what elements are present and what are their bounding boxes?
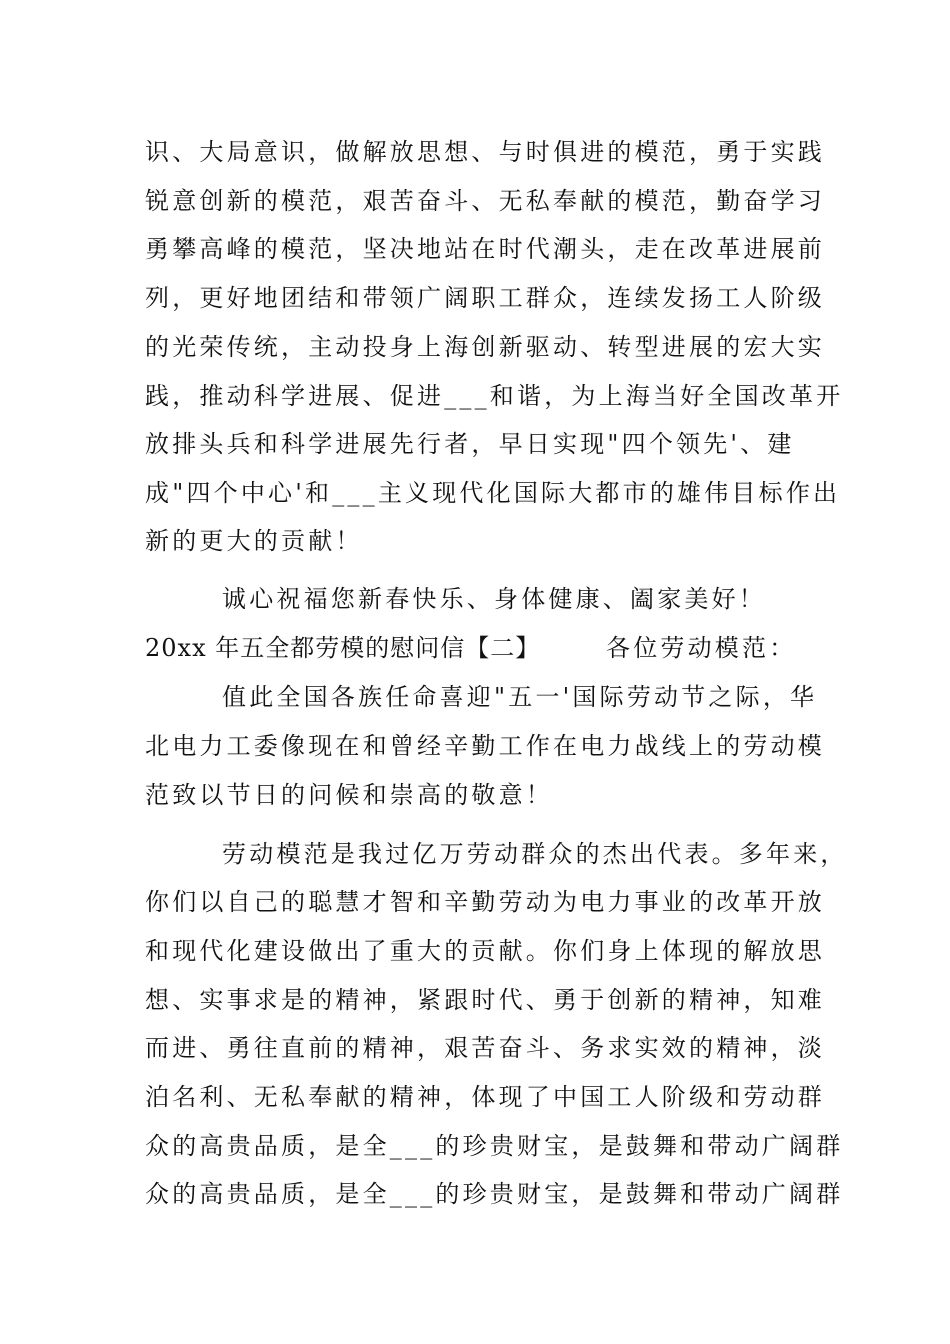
text-line: 和现代化建设做出了重大的贡献。你们身上体现的解放思 <box>145 937 825 965</box>
text-line: 泊名利、无私奉献的精神，体现了中国工人阶级和劳动群 <box>145 1083 825 1111</box>
text-line: 放排头兵和科学进展先行者，早日实现"四个领先'、建 <box>145 430 795 458</box>
text-line: 众的高贵品质，是全___的珍贵财宝，是鼓舞和带动广阔群 <box>145 1180 844 1208</box>
text-line: 众的高贵品质，是全___的珍贵财宝，是鼓舞和带动广阔群 <box>145 1132 844 1160</box>
text-line: 识、大局意识，做解放思想、与时俱进的模范，勇于实践 <box>145 138 825 166</box>
text-line: 的光荣传统，主动投身上海创新驱动、转型进展的宏大实 <box>145 333 825 361</box>
text-line: 而进、勇往直前的精神，艰苦奋斗、务求实效的精神，淡 <box>145 1034 825 1062</box>
closing-wish: 诚心祝福您新春快乐、身体健康、阖家美好！ <box>222 585 766 613</box>
text-line: 想、实事求是的精神，紧跟时代、勇于创新的精神，知难 <box>145 986 825 1014</box>
text-line: 列，更好地团结和带领广阔职工群众，连续发扬工人阶级 <box>145 284 825 312</box>
text-line: 锐意创新的模范，艰苦奋斗、无私奉献的模范，勤奋学习 <box>145 187 825 215</box>
letter-title: 20xx 年五全都劳模的慰问信【二】 <box>145 634 541 662</box>
text-line: 成"四个中心'和___主义现代化国际大都市的雄伟目标作出 <box>145 479 841 507</box>
text-line: 勇攀高峰的模范，坚决地站在时代潮头，走在改革进展前 <box>145 235 825 263</box>
text-line: 劳动模范是我过亿万劳动群众的杰出代表。多年来， <box>222 840 848 868</box>
text-line: 你们以自己的聪慧才智和辛勤劳动为电力事业的改革开放 <box>145 888 825 916</box>
salutation: 各位劳动模范： <box>606 634 797 662</box>
text-line: 新的更大的贡献！ <box>145 527 363 555</box>
text-line: 践，推动科学进展、促进___和谐，为上海当好全国改革开 <box>145 382 844 410</box>
text-line: 范致以节日的问候和崇高的敬意！ <box>145 781 553 809</box>
text-line: 值此全国各族任命喜迎"五一'国际劳动节之际，华 <box>222 683 818 711</box>
text-line: 北电力工委像现在和曾经辛勤工作在电力战线上的劳动模 <box>145 732 825 760</box>
